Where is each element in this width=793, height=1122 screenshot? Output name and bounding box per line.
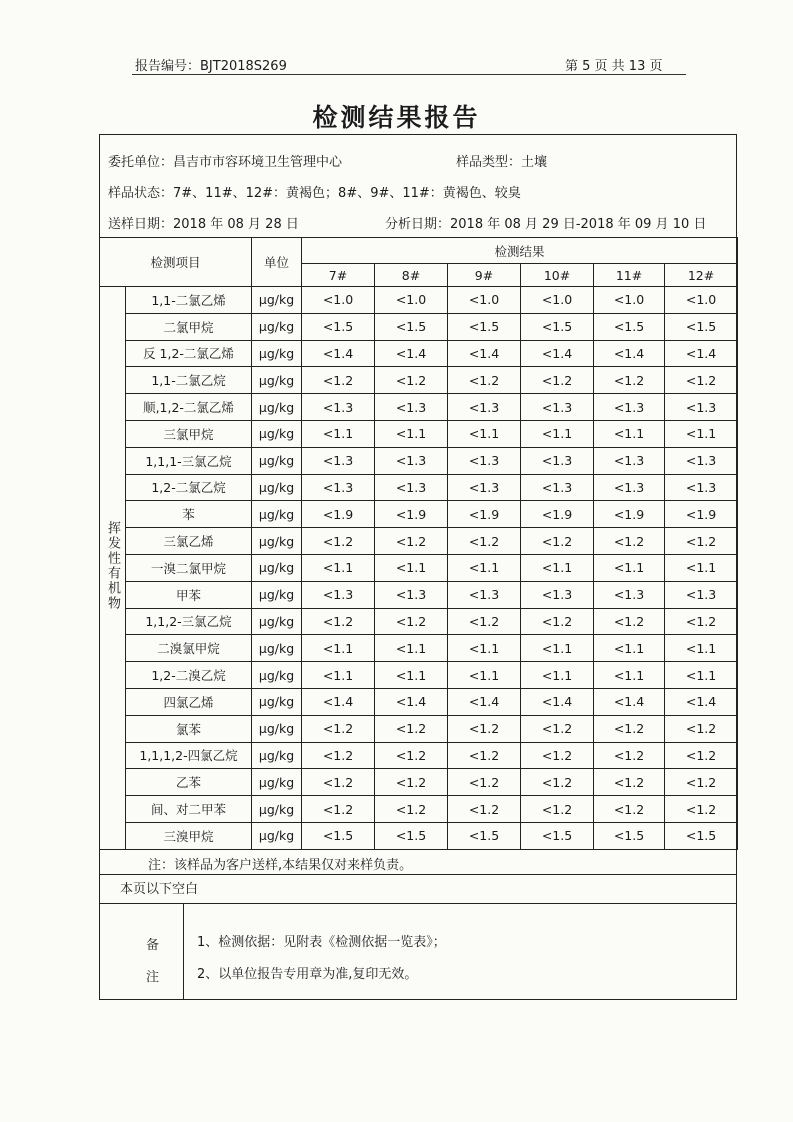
send-date-value: 2018 年 08 月 28 日 [173, 217, 299, 232]
client-line [108, 151, 342, 170]
value-cell: <1.9 [375, 501, 448, 528]
value-cell: <1.3 [375, 581, 448, 608]
item-cell: 1,1-二氯乙烷 [126, 367, 252, 394]
value-cell: <1.5 [302, 822, 375, 849]
value-cell: <1.1 [594, 554, 665, 581]
value-cell: <1.0 [448, 287, 521, 314]
value-cell: <1.1 [665, 662, 738, 689]
value-cell: <1.3 [375, 394, 448, 421]
table-row [100, 474, 738, 501]
unit-cell: μg/kg [252, 554, 302, 581]
unit-cell: μg/kg [252, 528, 302, 555]
value-cell: <1.4 [594, 688, 665, 715]
remarks-item-1: 1、检测依据：见附表《检测依据一览表》； [197, 935, 446, 950]
sample-header-5: 12# [665, 264, 738, 287]
value-cell: <1.2 [594, 367, 665, 394]
value-cell: <1.3 [665, 581, 738, 608]
value-cell: <1.1 [521, 635, 594, 662]
value-cell: <1.2 [375, 608, 448, 635]
send-date-line [108, 213, 299, 232]
item-cell: 1,2-二氯乙烷 [126, 474, 252, 501]
report-number: 报告编号：BJT2018S269 [135, 59, 287, 74]
value-cell: <1.9 [521, 501, 594, 528]
item-cell: 甲苯 [126, 581, 252, 608]
item-cell: 四氯乙烯 [126, 688, 252, 715]
item-cell: 1,1,1,2-四氯乙烷 [126, 742, 252, 769]
value-cell: <1.3 [594, 474, 665, 501]
analysis-date-label: 分析日期： [385, 217, 451, 232]
item-cell: 一溴二氯甲烷 [126, 554, 252, 581]
item-cell: 顺,1,2-二氯乙烯 [126, 394, 252, 421]
send-date-label: 送样日期： [108, 217, 174, 232]
table-row [100, 287, 738, 314]
table-row [100, 501, 738, 528]
sample-type-label: 样品类型： [456, 155, 522, 170]
value-cell: <1.2 [302, 528, 375, 555]
value-cell: <1.1 [448, 662, 521, 689]
sample-header-2: 9# [448, 264, 521, 287]
category-label: 挥发性有机物 [105, 521, 120, 612]
unit-cell: μg/kg [252, 581, 302, 608]
value-cell: <1.5 [448, 313, 521, 340]
value-cell: <1.2 [375, 742, 448, 769]
value-cell: <1.2 [521, 715, 594, 742]
unit-cell: μg/kg [252, 420, 302, 447]
value-cell: <1.2 [665, 608, 738, 635]
value-cell: <1.2 [302, 608, 375, 635]
value-cell: <1.2 [521, 367, 594, 394]
analysis-date-line [385, 213, 706, 232]
category-cell [100, 287, 126, 850]
unit-cell: μg/kg [252, 340, 302, 367]
value-cell: <1.1 [375, 420, 448, 447]
value-cell: <1.4 [665, 340, 738, 367]
value-cell: <1.1 [448, 635, 521, 662]
unit-cell: μg/kg [252, 313, 302, 340]
value-cell: <1.3 [448, 447, 521, 474]
value-cell: <1.5 [521, 822, 594, 849]
table-row [100, 769, 738, 796]
value-cell: <1.1 [521, 420, 594, 447]
value-cell: <1.2 [521, 608, 594, 635]
value-cell: <1.2 [521, 742, 594, 769]
value-cell: <1.1 [375, 662, 448, 689]
unit-cell: μg/kg [252, 662, 302, 689]
unit-cell: μg/kg [252, 688, 302, 715]
value-cell: <1.4 [521, 688, 594, 715]
sample-state-line [108, 182, 521, 201]
value-cell: <1.2 [665, 715, 738, 742]
value-cell: <1.3 [521, 474, 594, 501]
item-cell: 间、对二甲苯 [126, 796, 252, 823]
remarks-divider [183, 903, 184, 999]
sample-type-line [456, 151, 547, 170]
item-cell: 二溴氯甲烷 [126, 635, 252, 662]
item-cell: 1,1,1-三氯乙烷 [126, 447, 252, 474]
table-row [100, 394, 738, 421]
value-cell: <1.1 [302, 662, 375, 689]
result-body [100, 287, 738, 850]
remarks-top-rule [99, 903, 737, 904]
value-cell: <1.2 [594, 608, 665, 635]
value-cell: <1.0 [594, 287, 665, 314]
value-cell: <1.9 [448, 501, 521, 528]
value-cell: <1.9 [594, 501, 665, 528]
col-item-header: 检测项目 [100, 238, 252, 287]
table-row [100, 715, 738, 742]
remarks-label-2: 注 [146, 970, 160, 985]
item-cell: 苯 [126, 501, 252, 528]
unit-cell: μg/kg [252, 715, 302, 742]
value-cell: <1.1 [302, 420, 375, 447]
value-cell: <1.1 [375, 554, 448, 581]
value-cell: <1.1 [665, 554, 738, 581]
value-cell: <1.3 [302, 474, 375, 501]
value-cell: <1.3 [521, 447, 594, 474]
value-cell: <1.2 [521, 769, 594, 796]
value-cell: <1.4 [375, 688, 448, 715]
remarks-item-2: 2、以单位报告专用章为准,复印无效。 [197, 967, 418, 982]
value-cell: <1.5 [594, 313, 665, 340]
value-cell: <1.0 [302, 287, 375, 314]
analysis-date-value: 2018 年 08 月 29 日-2018 年 09 月 10 日 [450, 217, 707, 232]
value-cell: <1.2 [302, 796, 375, 823]
table-row [100, 822, 738, 849]
unit-cell: μg/kg [252, 769, 302, 796]
value-cell: <1.1 [665, 420, 738, 447]
item-cell: 1,1,2-三氯乙烷 [126, 608, 252, 635]
state-label: 样品状态： [108, 186, 174, 201]
value-cell: <1.3 [665, 474, 738, 501]
item-cell: 三氯甲烷 [126, 420, 252, 447]
unit-cell: μg/kg [252, 367, 302, 394]
value-cell: <1.2 [448, 715, 521, 742]
value-cell: <1.2 [594, 769, 665, 796]
item-cell: 二氯甲烷 [126, 313, 252, 340]
value-cell: <1.2 [375, 528, 448, 555]
sample-header-3: 10# [521, 264, 594, 287]
remarks-label-1: 备 [146, 938, 160, 953]
value-cell: <1.5 [665, 822, 738, 849]
state-value: 7#、11#、12#：黄褐色；8#、9#、11#：黄褐色、较臭 [173, 186, 521, 201]
value-cell: <1.9 [665, 501, 738, 528]
note-rule [99, 874, 737, 875]
value-cell: <1.3 [302, 581, 375, 608]
unit-cell: μg/kg [252, 608, 302, 635]
value-cell: <1.3 [302, 394, 375, 421]
item-cell: 1,1-二氯乙烯 [126, 287, 252, 314]
value-cell: <1.3 [448, 581, 521, 608]
client-label: 委托单位： [108, 155, 174, 170]
table-row [100, 635, 738, 662]
sample-header-1: 8# [375, 264, 448, 287]
col-unit-header: 单位 [252, 238, 302, 287]
value-cell: <1.2 [302, 367, 375, 394]
value-cell: <1.3 [521, 394, 594, 421]
table-row [100, 608, 738, 635]
value-cell: <1.2 [448, 796, 521, 823]
value-cell: <1.2 [448, 769, 521, 796]
table-row [100, 662, 738, 689]
value-cell: <1.0 [521, 287, 594, 314]
page-info: 第 5 页 共 13 页 [565, 59, 663, 74]
value-cell: <1.5 [302, 313, 375, 340]
value-cell: <1.3 [448, 474, 521, 501]
value-cell: <1.3 [448, 394, 521, 421]
sample-note: 注：该样品为客户送样,本结果仅对来样负责。 [148, 858, 413, 873]
value-cell: <1.2 [665, 769, 738, 796]
value-cell: <1.3 [594, 394, 665, 421]
results-table [99, 237, 738, 850]
sample-header-4: 11# [594, 264, 665, 287]
table-row [100, 313, 738, 340]
unit-cell: μg/kg [252, 796, 302, 823]
value-cell: <1.4 [302, 688, 375, 715]
table-row [100, 528, 738, 555]
value-cell: <1.4 [665, 688, 738, 715]
unit-cell: μg/kg [252, 822, 302, 849]
value-cell: <1.2 [521, 796, 594, 823]
value-cell: <1.4 [448, 688, 521, 715]
table-row [100, 796, 738, 823]
value-cell: <1.2 [594, 528, 665, 555]
value-cell: <1.2 [302, 742, 375, 769]
unit-cell: μg/kg [252, 635, 302, 662]
value-cell: <1.2 [302, 715, 375, 742]
table-row [100, 554, 738, 581]
value-cell: <1.2 [448, 367, 521, 394]
item-cell: 乙苯 [126, 769, 252, 796]
value-cell: <1.2 [521, 528, 594, 555]
unit-cell: μg/kg [252, 742, 302, 769]
value-cell: <1.1 [302, 635, 375, 662]
col-results-header: 检测结果 [302, 238, 738, 264]
value-cell: <1.3 [302, 447, 375, 474]
header-rule [132, 74, 686, 75]
value-cell: <1.3 [665, 394, 738, 421]
value-cell: <1.5 [448, 822, 521, 849]
value-cell: <1.2 [665, 367, 738, 394]
value-cell: <1.5 [521, 313, 594, 340]
value-cell: <1.1 [375, 635, 448, 662]
value-cell: <1.5 [375, 822, 448, 849]
value-cell: <1.1 [521, 662, 594, 689]
value-cell: <1.2 [375, 367, 448, 394]
value-cell: <1.5 [594, 822, 665, 849]
value-cell: <1.3 [594, 447, 665, 474]
value-cell: <1.0 [375, 287, 448, 314]
unit-cell: μg/kg [252, 287, 302, 314]
table-row [100, 688, 738, 715]
value-cell: <1.9 [302, 501, 375, 528]
report-title: 检测结果报告 [312, 103, 481, 132]
unit-cell: μg/kg [252, 394, 302, 421]
value-cell: <1.2 [302, 769, 375, 796]
sample-type-value: 土壤 [521, 155, 548, 170]
value-cell: <1.5 [665, 313, 738, 340]
blank-text: 本页以下空白 [120, 882, 199, 897]
value-cell: <1.2 [665, 796, 738, 823]
value-cell: <1.2 [448, 528, 521, 555]
sample-header-0: 7# [302, 264, 375, 287]
value-cell: <1.4 [375, 340, 448, 367]
value-cell: <1.3 [521, 581, 594, 608]
client-value: 昌吉市市容环境卫生管理中心 [173, 155, 343, 170]
value-cell: <1.2 [594, 715, 665, 742]
value-cell: <1.1 [448, 554, 521, 581]
value-cell: <1.3 [665, 447, 738, 474]
value-cell: <1.3 [375, 447, 448, 474]
value-cell: <1.5 [375, 313, 448, 340]
value-cell: <1.1 [665, 635, 738, 662]
unit-cell: μg/kg [252, 501, 302, 528]
value-cell: <1.1 [302, 554, 375, 581]
value-cell: <1.2 [665, 528, 738, 555]
item-cell: 反 1,2-二氯乙烯 [126, 340, 252, 367]
value-cell: <1.1 [594, 662, 665, 689]
value-cell: <1.1 [521, 554, 594, 581]
value-cell: <1.4 [302, 340, 375, 367]
value-cell: <1.2 [448, 608, 521, 635]
item-cell: 三溴甲烷 [126, 822, 252, 849]
value-cell: <1.2 [594, 742, 665, 769]
value-cell: <1.4 [521, 340, 594, 367]
value-cell: <1.4 [594, 340, 665, 367]
value-cell: <1.2 [375, 715, 448, 742]
table-row [100, 420, 738, 447]
value-cell: <1.2 [448, 742, 521, 769]
value-cell: <1.2 [594, 796, 665, 823]
table-row [100, 367, 738, 394]
value-cell: <1.4 [448, 340, 521, 367]
value-cell: <1.2 [375, 769, 448, 796]
table-row [100, 340, 738, 367]
unit-cell: μg/kg [252, 447, 302, 474]
value-cell: <1.1 [594, 420, 665, 447]
table-row [100, 742, 738, 769]
item-cell: 三氯乙烯 [126, 528, 252, 555]
value-cell: <1.1 [594, 635, 665, 662]
unit-cell: μg/kg [252, 474, 302, 501]
value-cell: <1.3 [375, 474, 448, 501]
value-cell: <1.0 [665, 287, 738, 314]
item-cell: 氯苯 [126, 715, 252, 742]
item-cell: 1,2-二溴乙烷 [126, 662, 252, 689]
table-row [100, 581, 738, 608]
value-cell: <1.2 [665, 742, 738, 769]
value-cell: <1.3 [594, 581, 665, 608]
table-row [100, 447, 738, 474]
value-cell: <1.2 [375, 796, 448, 823]
value-cell: <1.1 [448, 420, 521, 447]
